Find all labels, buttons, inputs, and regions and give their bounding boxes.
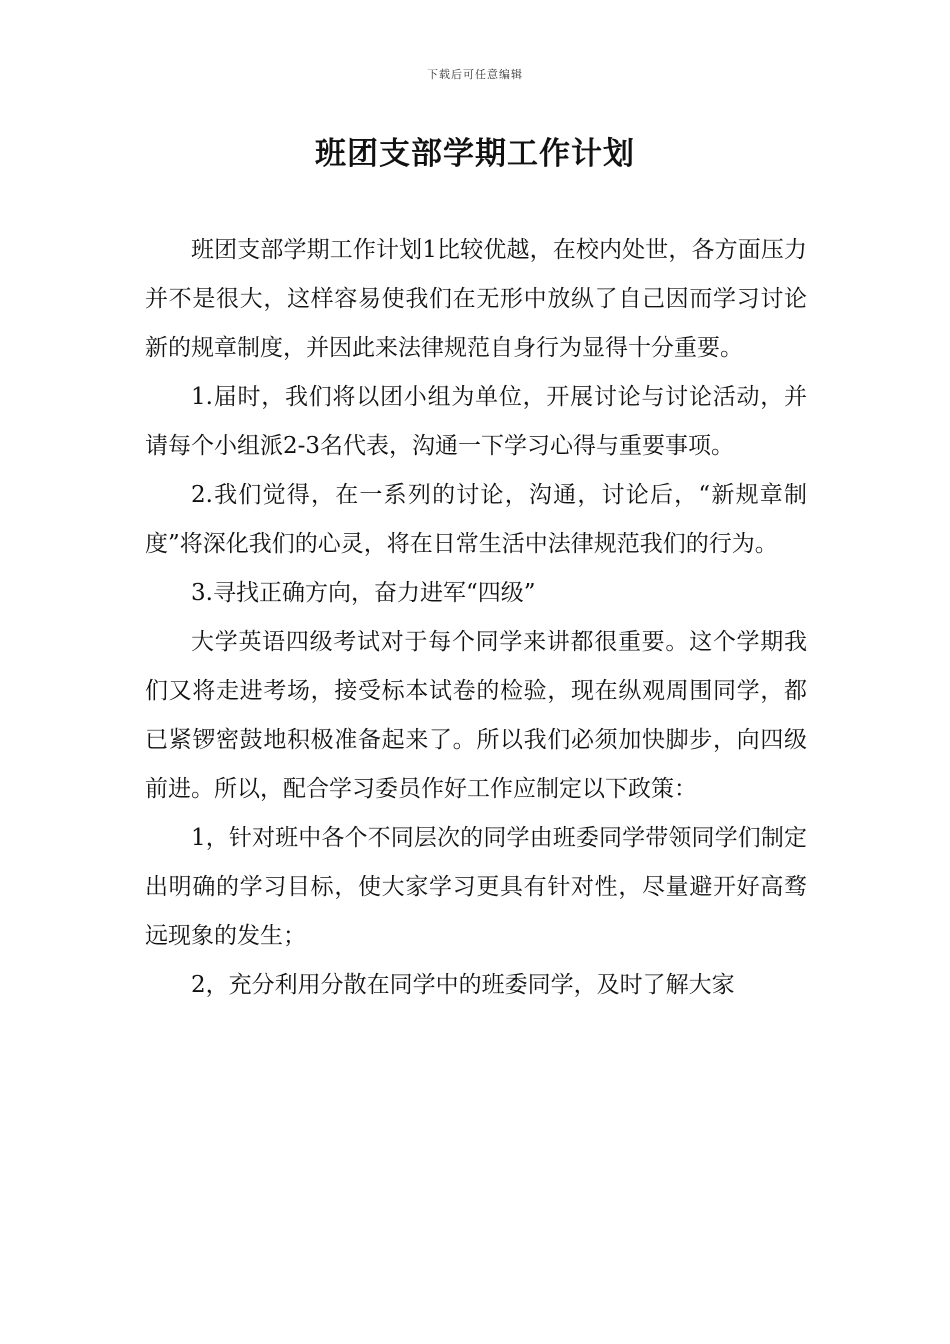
paragraph: 2，充分利用分散在同学中的班委同学，及时了解大家: [191, 972, 735, 998]
paragraph: 2.我们觉得，在一系列的讨论，沟通，讨论后，“新规章制度”将深化我们的心灵，将在日常生活中法律规范我们的行为。: [145, 482, 807, 557]
paragraph: 大学英语四级考试对于每个同学来讲都很重要。这个学期我们又将走进考场，接受标本试卷的检验，现在纵观周围同学，都已紧锣密鼓地积极准备起来了。所以我们必须加快脚步，向四级前进。所以，配合学习委员作好工作应制定以下政策：: [145, 629, 807, 802]
paragraph: 1.届时，我们将以团小组为单位，开展讨论与讨论活动，并请每个小组派2-3名代表，沟通一下学习心得与重要事项。: [145, 384, 807, 459]
paragraph: 班团支部学期工作计划1比较优越，在校内处世，各方面压力并不是很大，这样容易使我们在无形中放纵了自己因而学习讨论新的规章制度，并因此来法律规范自身行为显得十分重要。: [145, 237, 807, 361]
header-note: 下载后可任意编辑: [427, 68, 523, 81]
paragraph: 1，针对班中各个不同层次的同学由班委同学带领同学们制定出明确的学习目标，使大家学习更具有针对性，尽量避开好高骛远现象的发生；: [145, 825, 807, 949]
document-body: [145, 226, 807, 1010]
paragraph: 3.寻找正确方向，奋力进军“四级”: [191, 580, 536, 606]
document-title: 班团支部学期工作计划: [315, 136, 635, 172]
